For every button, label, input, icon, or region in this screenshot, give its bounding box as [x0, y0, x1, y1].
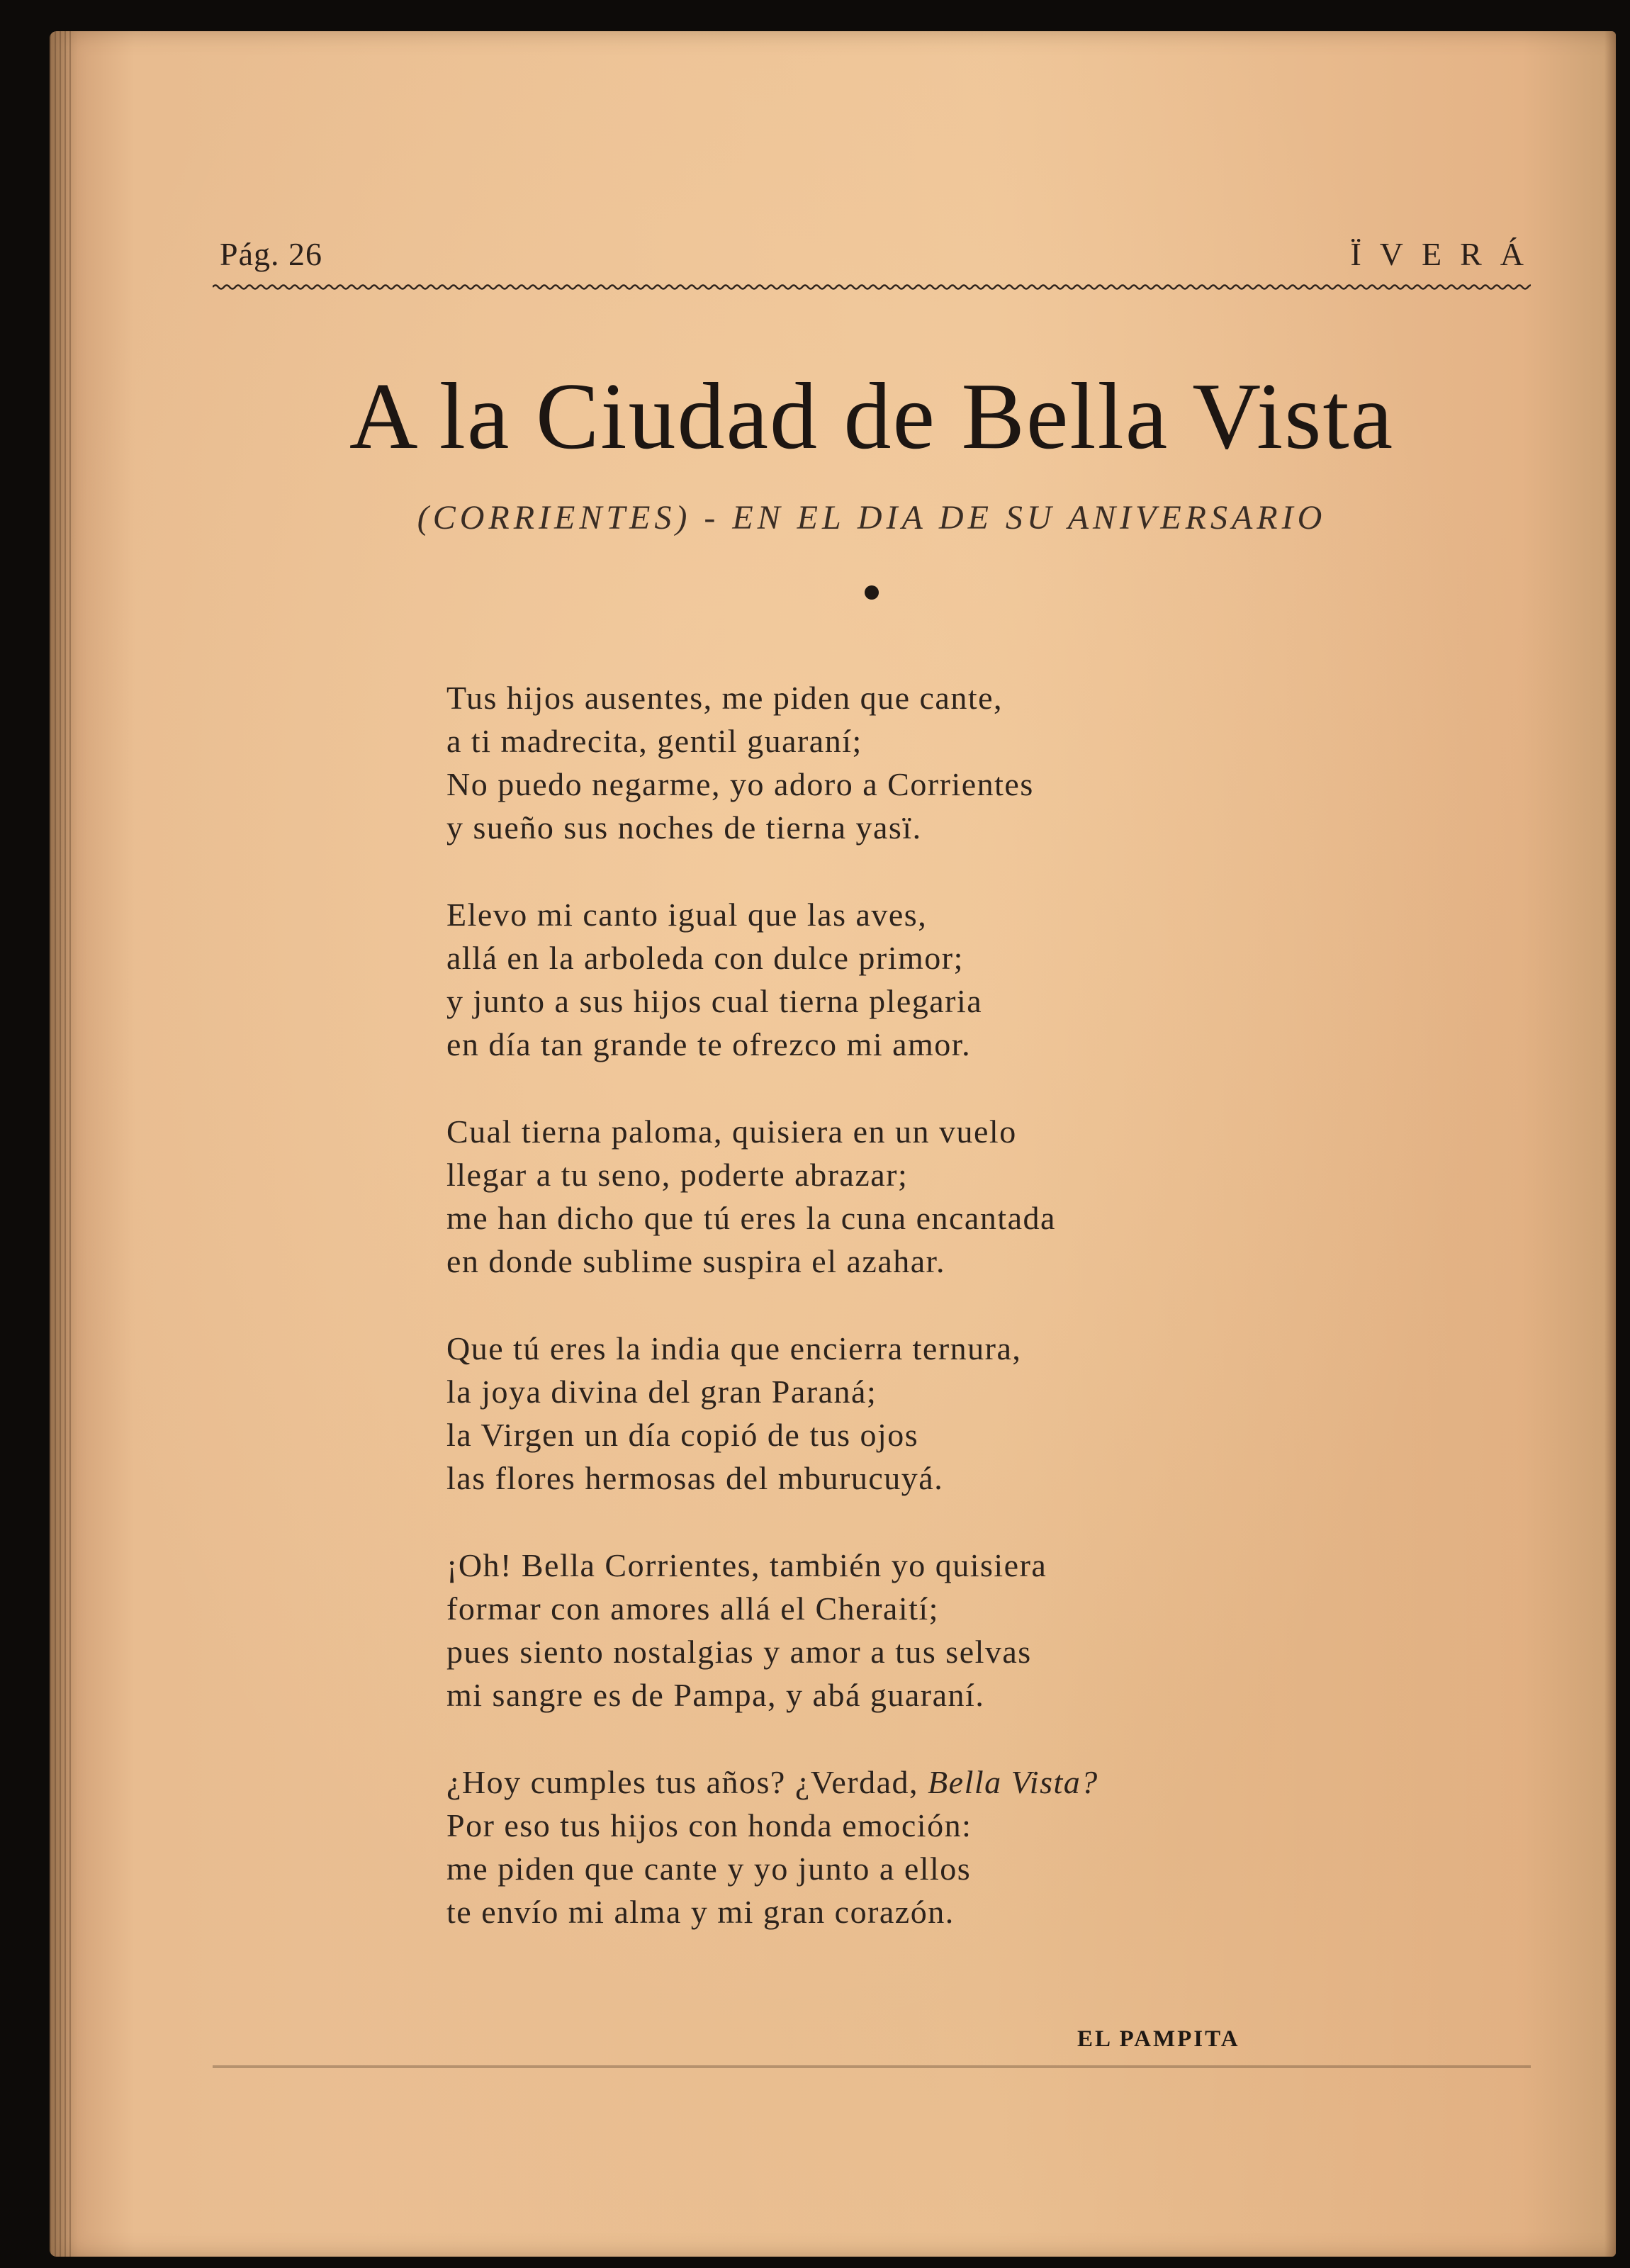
separator-bullet	[865, 585, 879, 600]
bottom-rule	[213, 2065, 1531, 2068]
poem-line: me han dicho que tú eres la cuna encantada	[446, 1200, 1056, 1237]
poem-line: Que tú eres la india que encierra ternura,	[446, 1330, 1022, 1367]
poem-line: llegar a tu seno, poderte abrazar;	[446, 1157, 909, 1194]
poem-line: Elevo mi canto igual que las aves,	[446, 897, 928, 933]
page-edges	[50, 31, 74, 2257]
author-signature: EL PAMPITA	[1077, 2026, 1240, 2052]
journal-name: ÏVERÁ	[1350, 236, 1542, 272]
poem-line: y sueño sus noches de tierna yasï.	[446, 809, 922, 846]
stanza-3	[446, 1110, 1368, 1283]
magazine-page	[50, 31, 1616, 2257]
italic-place-name: Bella Vista?	[928, 1764, 1098, 1801]
poem-line: ¡Oh! Bella Corrientes, también yo quisiera	[446, 1547, 1047, 1584]
poem-line-text: ¿Hoy cumples tus años? ¿Verdad,	[446, 1764, 919, 1801]
wavy-rule	[213, 281, 1531, 293]
poem-line: No puedo negarme, yo adoro a Corrientes	[446, 766, 1034, 803]
page-right-edge	[1604, 31, 1616, 2257]
poem-line: en día tan grande te ofrezco mi amor.	[446, 1026, 972, 1063]
poem-line: la Virgen un día copió de tus ojos	[446, 1417, 919, 1454]
poem-line: pues siento nostalgias y amor a tus selvas	[446, 1634, 1032, 1671]
poem-line: a ti madrecita, gentil guaraní;	[446, 723, 862, 760]
poem-line: la joya divina del gran Paraná;	[446, 1374, 877, 1410]
poem-line: Por eso tus hijos con honda emoción:	[446, 1807, 972, 1844]
poem-line: allá en la arboleda con dulce primor;	[446, 940, 964, 977]
article-title: A la Ciudad de Bella Vista	[349, 364, 1395, 468]
stanza-2	[446, 893, 1368, 1066]
poem-line: mi sangre es de Pampa, y abá guaraní.	[446, 1677, 985, 1714]
article-subtitle: (CORRIENTES) - EN EL DIA DE SU ANIVERSARIO	[417, 499, 1327, 537]
poem-line: Tus hijos ausentes, me piden que cante,	[446, 680, 1004, 717]
page-content	[213, 223, 1542, 2052]
stanza-4	[446, 1327, 1368, 1500]
poem-line: formar con amores allá el Cheraití;	[446, 1590, 939, 1627]
poem-line: en donde sublime suspira el azahar.	[446, 1243, 945, 1280]
poem-line: te envío mi alma y mi gran corazón.	[446, 1894, 955, 1931]
poem-line: las flores hermosas del mburucuyá.	[446, 1460, 944, 1497]
poem-line: Cual tierna paloma, quisiera en un vuelo	[446, 1113, 1017, 1150]
running-header	[213, 223, 1542, 286]
poem	[446, 676, 1368, 1933]
stanza-6	[446, 1761, 1368, 1933]
stanza-5	[446, 1544, 1368, 1717]
poem-line: y junto a sus hijos cual tierna plegaria	[446, 983, 983, 1020]
page-number: Pág. 26	[220, 236, 322, 272]
poem-line: me piden que cante y yo junto a ellos	[446, 1851, 972, 1887]
poem-line	[446, 1761, 1368, 1804]
stanza-1	[446, 676, 1368, 849]
